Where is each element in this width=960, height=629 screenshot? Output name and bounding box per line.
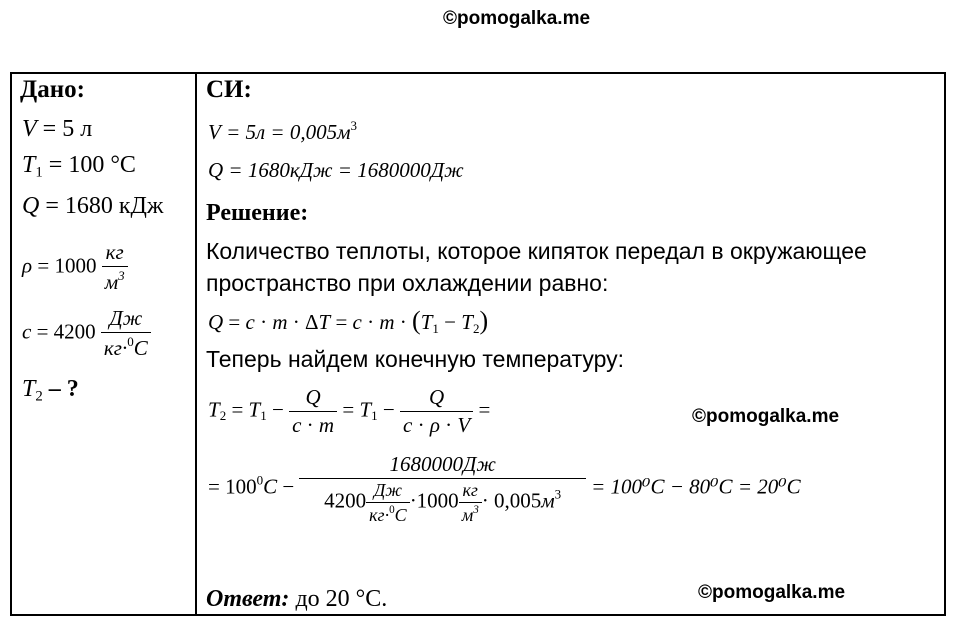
watermark-middle: ©pomogalka.me — [692, 406, 840, 427]
given-specific-heat: c = 4200 $\frac{Дж}{кг\cdot^0C}$ — [22, 306, 151, 361]
given-heat: Q = 1680 кДж — [22, 193, 164, 219]
solution-text-3: Теперь найдем конечную температуру: — [206, 346, 625, 372]
si-volume: $V = 5л = 0,005м^3$ — [208, 118, 357, 145]
si-heat: Q = 1680кДж = 1680000Дж — [208, 158, 464, 182]
given-density: ρ = 1000 $\frac{кг}{м^3}$ — [22, 240, 128, 295]
solution-text-2: пространство при охлаждении равно: — [206, 270, 609, 296]
solution-text-1: Количество теплоты, которое кипяток передал в окружающее — [206, 238, 867, 264]
given-temperature: $T_1 = 100$ °C — [22, 152, 136, 181]
solution-header: Решение: — [206, 200, 309, 226]
answer: Ответ: до 20 °С. — [206, 586, 388, 612]
formula-heat: $Q = c \cdot m \cdot \Delta T = c \cdot m \cdot (T_1 - T_2)$ — [208, 306, 489, 336]
si-header: СИ: — [206, 76, 252, 103]
formula-numeric: = $100^0C$ − 1680000Дж 4200 $\frac{Дж}{кг\cdot^0C}$ ·1000 $\frac{кг}{м^3}$ · $0,005м^3$ = 100⁰C − 80⁰C = 20⁰C — [208, 452, 801, 525]
watermark-bottom: ©pomogalka.me — [698, 582, 846, 603]
column-divider — [195, 72, 197, 616]
formula-t2: $T_2 = T_1$ − $\frac{Q}{c \cdot m}$ = $T_1$ − $\frac{Q}{c \cdot \rho \cdot V}$ = — [208, 385, 491, 437]
given-volume: V = 5 л — [22, 116, 93, 142]
watermark-top: ©pomogalka.me — [443, 8, 591, 29]
given-header: Дано: — [20, 76, 85, 103]
given-find: $T_2$ – ? — [22, 376, 79, 405]
